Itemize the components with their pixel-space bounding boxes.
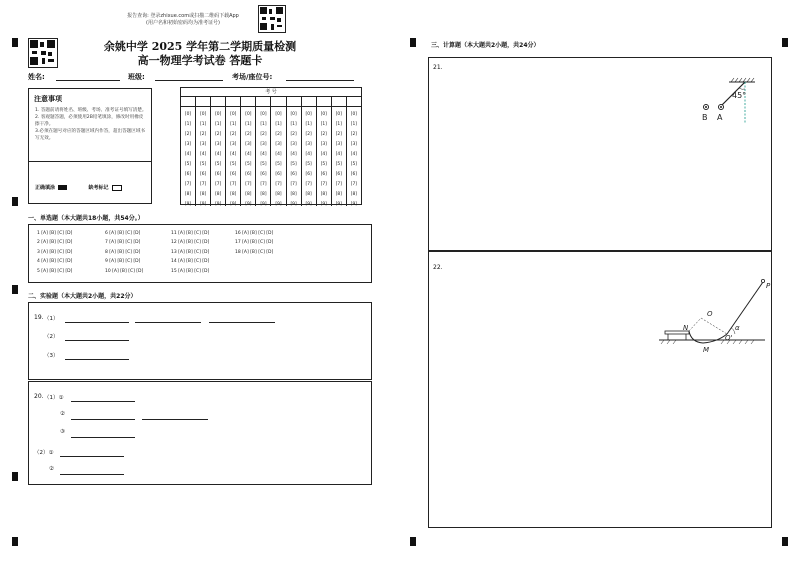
digit-bubble[interactable]: [6] bbox=[200, 172, 207, 177]
digit-bubble[interactable]: [4] bbox=[245, 152, 252, 157]
q20-answer-1-3[interactable] bbox=[71, 437, 135, 438]
q21-figure bbox=[697, 76, 761, 126]
digit-bubble[interactable]: [9] bbox=[230, 202, 237, 207]
mc-question-row[interactable]: 13 [A] [B] [C] [D] bbox=[171, 249, 210, 255]
digit-bubble[interactable]: [5] bbox=[215, 162, 222, 167]
exam-number-column bbox=[241, 107, 256, 206]
timing-mark bbox=[12, 285, 18, 294]
q20-part2-2: ② bbox=[49, 466, 54, 472]
digit-bubble[interactable]: [9] bbox=[200, 202, 207, 207]
digit-bubble[interactable]: [2] bbox=[335, 132, 342, 137]
room-seat-label: 考场/座位号: bbox=[232, 73, 273, 81]
digit-bubble[interactable]: [7] bbox=[350, 182, 358, 187]
mc-question-row[interactable]: 18 [A] [B] [C] [D] bbox=[235, 249, 274, 255]
exam-number-column bbox=[211, 107, 226, 206]
digit-bubble[interactable]: [4] bbox=[200, 152, 207, 157]
digit-bubble[interactable]: [2] bbox=[230, 132, 237, 137]
digit-bubble[interactable]: [4] bbox=[290, 152, 297, 157]
digit-bubble[interactable]: [5] bbox=[230, 162, 237, 167]
digit-bubble[interactable]: [5] bbox=[290, 162, 297, 167]
q22-label-alpha: α bbox=[735, 324, 740, 332]
digit-bubble[interactable]: [0] bbox=[230, 112, 237, 117]
q19-answer-1b[interactable] bbox=[135, 322, 201, 323]
digit-bubble[interactable]: [1] bbox=[320, 122, 327, 127]
digit-bubble[interactable]: [3] bbox=[305, 142, 312, 147]
digit-bubble[interactable]: [1] bbox=[290, 122, 297, 127]
digit-bubble[interactable]: [5] bbox=[350, 162, 358, 167]
q19-part2: （2） bbox=[44, 334, 59, 340]
mc-question-row[interactable]: 1 [A] [B] [C] [D] bbox=[37, 231, 73, 236]
digit-bubble[interactable]: [3] bbox=[320, 142, 327, 147]
q19-part3: （3） bbox=[44, 353, 59, 359]
notice-item: 1. 答题前请将姓名、班级、考场、准考证号填写清楚。 bbox=[35, 108, 147, 113]
digit-bubble[interactable]: [7] bbox=[335, 182, 342, 187]
digit-bubble[interactable]: [6] bbox=[230, 172, 237, 177]
digit-bubble[interactable]: [7] bbox=[200, 182, 207, 187]
name-field[interactable] bbox=[56, 80, 120, 81]
digit-bubble[interactable]: [7] bbox=[290, 182, 297, 187]
digit-bubble[interactable]: [7] bbox=[184, 182, 192, 187]
digit-bubble[interactable]: [4] bbox=[305, 152, 312, 157]
fill-example bbox=[35, 184, 155, 191]
digit-bubble[interactable]: [1] bbox=[230, 122, 237, 127]
q19-label: 19. bbox=[34, 314, 44, 321]
mc-question-row[interactable]: 11 [A] [B] [C] [D] bbox=[171, 231, 210, 236]
digit-bubble[interactable]: [9] bbox=[305, 202, 312, 207]
digit-bubble[interactable]: [2] bbox=[290, 132, 297, 137]
report-note-line2: (用户名和初始密码均为准考证号) bbox=[146, 19, 220, 26]
digit-bubble[interactable]: [8] bbox=[184, 192, 192, 197]
digit-bubble[interactable]: [7] bbox=[245, 182, 252, 187]
q21-label-b: B bbox=[702, 113, 708, 122]
digit-bubble[interactable]: [2] bbox=[320, 132, 327, 137]
digit-bubble[interactable]: [8] bbox=[350, 192, 358, 197]
digit-bubble[interactable]: [3] bbox=[200, 142, 207, 147]
digit-bubble[interactable]: [5] bbox=[305, 162, 312, 167]
digit-bubble[interactable]: [3] bbox=[184, 142, 192, 147]
q20-answer-2-1[interactable] bbox=[60, 456, 124, 457]
digit-bubble[interactable]: [8] bbox=[290, 192, 297, 197]
digit-bubble[interactable]: [2] bbox=[245, 132, 252, 137]
digit-bubble[interactable]: [1] bbox=[215, 122, 222, 127]
q22-box[interactable] bbox=[428, 251, 772, 528]
digit-bubble[interactable]: [8] bbox=[305, 192, 312, 197]
mc-question-row[interactable]: 7 [A] [B] [C] [D] bbox=[105, 240, 141, 246]
section2-title: 二、实验题（本大题共2小题，共22分） bbox=[28, 293, 137, 300]
q22-label-n: N bbox=[683, 324, 689, 332]
digit-bubble[interactable]: [9] bbox=[320, 202, 327, 207]
digit-bubble[interactable]: [5] bbox=[335, 162, 342, 167]
exam-subtitle: 高一物理学考试卷 答题卡 bbox=[137, 54, 263, 67]
exam-number-column bbox=[271, 107, 286, 206]
q19-answer-1c[interactable] bbox=[209, 322, 275, 323]
mc-question-row[interactable]: 12 [A] [B] [C] [D] bbox=[171, 240, 210, 246]
q19-answer-1a[interactable] bbox=[65, 322, 129, 323]
exam-number-column bbox=[181, 107, 196, 206]
mc-question-row[interactable]: 6 [A] [B] [C] [D] bbox=[105, 231, 141, 236]
digit-bubble[interactable]: [4] bbox=[260, 152, 267, 157]
exam-number-column bbox=[287, 107, 302, 206]
digit-bubble[interactable]: [0] bbox=[200, 112, 207, 117]
timing-mark bbox=[782, 38, 788, 47]
digit-bubble[interactable]: [3] bbox=[335, 142, 342, 147]
digit-bubble[interactable]: [6] bbox=[275, 172, 282, 177]
exam-number-column bbox=[332, 107, 347, 206]
exam-number-column bbox=[196, 107, 211, 206]
digit-bubble[interactable]: [4] bbox=[335, 152, 342, 157]
digit-bubble[interactable]: [5] bbox=[184, 162, 192, 167]
q19-answer-3[interactable] bbox=[65, 359, 129, 360]
digit-bubble[interactable]: [3] bbox=[245, 142, 252, 147]
q22-figure bbox=[655, 274, 773, 354]
q22-label-p: P bbox=[766, 282, 771, 290]
digit-bubble[interactable]: [6] bbox=[320, 172, 327, 177]
digit-bubble[interactable]: [3] bbox=[290, 142, 297, 147]
mc-question-row[interactable]: 8 [A] [B] [C] [D] bbox=[105, 249, 141, 255]
digit-bubble[interactable]: [6] bbox=[290, 172, 297, 177]
digit-bubble[interactable]: [0] bbox=[215, 112, 222, 117]
section1-title: 一、单选题（本大题共18小题，共54分。） bbox=[28, 215, 144, 222]
digit-bubble[interactable]: [8] bbox=[245, 192, 252, 197]
digit-bubble[interactable]: [5] bbox=[320, 162, 327, 167]
class-field[interactable] bbox=[155, 80, 223, 81]
digit-bubble[interactable]: [8] bbox=[215, 192, 222, 197]
digit-bubble[interactable]: [5] bbox=[245, 162, 252, 167]
timing-mark bbox=[12, 197, 18, 206]
digit-bubble[interactable]: [4] bbox=[350, 152, 358, 157]
q20-part1-3: ③ bbox=[60, 429, 65, 435]
q20-part1-1: （1）① bbox=[44, 395, 64, 401]
notice-box bbox=[28, 88, 152, 204]
digit-bubble[interactable]: [3] bbox=[215, 142, 222, 147]
class-label: 班级: bbox=[128, 73, 145, 81]
section1-box bbox=[28, 224, 372, 283]
digit-bubble[interactable]: [7] bbox=[215, 182, 222, 187]
digit-bubble[interactable]: [0] bbox=[260, 112, 267, 117]
exam-number-write-row[interactable] bbox=[181, 97, 361, 107]
digit-bubble[interactable]: [5] bbox=[275, 162, 282, 167]
notice-title: 注意事项 bbox=[34, 95, 62, 103]
exam-number-column bbox=[347, 107, 361, 206]
mc-question-row[interactable]: 14 [A] [B] [C] [D] bbox=[171, 259, 210, 265]
q22-label-m: M bbox=[703, 346, 710, 354]
digit-bubble[interactable]: [2] bbox=[184, 132, 192, 137]
digit-bubble[interactable]: [4] bbox=[184, 152, 192, 157]
digit-bubble[interactable]: [9] bbox=[215, 202, 222, 207]
digit-bubble[interactable]: [4] bbox=[275, 152, 282, 157]
digit-bubble[interactable]: [1] bbox=[335, 122, 342, 127]
report-note bbox=[118, 13, 248, 26]
q21-box[interactable] bbox=[428, 57, 772, 251]
digit-bubble[interactable]: [0] bbox=[320, 112, 327, 117]
mc-question-row[interactable]: 17 [A] [B] [C] [D] bbox=[235, 240, 274, 246]
digit-bubble[interactable]: [6] bbox=[184, 172, 192, 177]
exam-number-column bbox=[256, 107, 271, 206]
q19-answer-2[interactable] bbox=[65, 340, 129, 341]
digit-bubble[interactable]: [2] bbox=[275, 132, 282, 137]
timing-mark bbox=[12, 537, 18, 546]
timing-mark bbox=[410, 537, 416, 546]
digit-bubble[interactable]: [3] bbox=[275, 142, 282, 147]
digit-bubble[interactable]: [6] bbox=[305, 172, 312, 177]
digit-bubble[interactable]: [6] bbox=[260, 172, 267, 177]
mc-question-row[interactable]: 10 [A] [B] [C] [D] bbox=[105, 268, 144, 274]
digit-bubble[interactable]: [9] bbox=[245, 202, 252, 207]
exam-title: 余姚中学 2025 学年第二学期质量检测 bbox=[103, 40, 297, 53]
app-qr-code bbox=[258, 5, 286, 33]
absent-mark-box[interactable] bbox=[112, 185, 122, 191]
timing-mark bbox=[410, 38, 416, 47]
digit-bubble[interactable]: [4] bbox=[230, 152, 237, 157]
filled-swatch bbox=[58, 185, 67, 190]
digit-bubble[interactable]: [8] bbox=[260, 192, 267, 197]
exam-number-grid bbox=[180, 87, 362, 205]
digit-bubble[interactable]: [3] bbox=[350, 142, 358, 147]
digit-bubble[interactable]: [8] bbox=[275, 192, 282, 197]
digit-bubble[interactable]: [1] bbox=[260, 122, 267, 127]
q20-answer-2-2[interactable] bbox=[60, 474, 124, 475]
digit-bubble[interactable]: [4] bbox=[215, 152, 222, 157]
q19-box bbox=[28, 302, 372, 380]
q20-answer-1-2b[interactable] bbox=[142, 419, 208, 420]
digit-bubble[interactable]: [5] bbox=[200, 162, 207, 167]
digit-bubble[interactable]: [0] bbox=[245, 112, 252, 117]
digit-bubble[interactable]: [1] bbox=[350, 122, 358, 127]
digit-bubble[interactable]: [0] bbox=[305, 112, 312, 117]
digit-bubble[interactable]: [9] bbox=[260, 202, 267, 207]
digit-bubble[interactable]: [7] bbox=[320, 182, 327, 187]
q22-label-o-prime: O' bbox=[725, 334, 733, 342]
q22-label: 22. bbox=[433, 264, 443, 271]
digit-bubble[interactable]: [5] bbox=[260, 162, 267, 167]
q20-box bbox=[28, 381, 372, 485]
fill-correct-label: 正确填涂 bbox=[35, 185, 56, 191]
q20-part2-1: （2）① bbox=[34, 450, 54, 456]
digit-bubble[interactable]: [1] bbox=[184, 122, 192, 127]
digit-bubble[interactable]: [7] bbox=[275, 182, 282, 187]
exam-number-column bbox=[302, 107, 317, 206]
digit-bubble[interactable]: [1] bbox=[245, 122, 252, 127]
mc-question-row[interactable]: 4 [A] [B] [C] [D] bbox=[37, 259, 73, 265]
q20-part1-2: ② bbox=[60, 411, 65, 417]
mc-question-row[interactable]: 2 [A] [B] [C] [D] bbox=[37, 240, 73, 246]
digit-bubble[interactable]: [0] bbox=[290, 112, 297, 117]
digit-bubble[interactable]: [2] bbox=[350, 132, 358, 137]
digit-bubble[interactable]: [1] bbox=[200, 122, 207, 127]
timing-mark bbox=[782, 537, 788, 546]
digit-bubble[interactable]: [7] bbox=[305, 182, 312, 187]
q20-label: 20. bbox=[34, 393, 44, 400]
notice-item: 3.必须在题号对应的答题区域内作答，超出答题区域书写无效。 bbox=[35, 129, 146, 141]
digit-bubble[interactable]: [3] bbox=[230, 142, 237, 147]
q19-part1: （1） bbox=[44, 316, 59, 322]
name-label: 姓名: bbox=[28, 73, 45, 81]
digit-bubble[interactable]: [6] bbox=[350, 172, 358, 177]
q21-label: 21. bbox=[433, 64, 443, 71]
mc-question-row[interactable]: 5 [A] [B] [C] [D] bbox=[37, 268, 73, 274]
digit-bubble[interactable]: [9] bbox=[350, 202, 358, 207]
mc-question-row[interactable]: 3 [A] [B] [C] [D] bbox=[37, 249, 73, 255]
digit-bubble[interactable]: [0] bbox=[350, 112, 358, 117]
room-seat-field[interactable] bbox=[286, 80, 354, 81]
q20-answer-1-1[interactable] bbox=[71, 401, 135, 402]
digit-bubble[interactable]: [6] bbox=[335, 172, 342, 177]
digit-bubble[interactable]: [2] bbox=[200, 132, 207, 137]
digit-bubble[interactable]: [9] bbox=[275, 202, 282, 207]
digit-bubble[interactable]: [8] bbox=[320, 192, 327, 197]
digit-bubble[interactable]: [3] bbox=[260, 142, 267, 147]
section3-title: 三、计算题（本大题共2小题，共24分） bbox=[431, 42, 540, 49]
fill-missing-label: 缺考标记 bbox=[88, 185, 109, 191]
digit-bubble[interactable]: [2] bbox=[260, 132, 267, 137]
digit-bubble[interactable]: [0] bbox=[184, 112, 192, 117]
mc-question-row[interactable]: 16 [A] [B] [C] [D] bbox=[235, 231, 274, 236]
digit-bubble[interactable]: [2] bbox=[305, 132, 312, 137]
digit-bubble[interactable]: [1] bbox=[305, 122, 312, 127]
digit-bubble[interactable]: [7] bbox=[230, 182, 237, 187]
digit-bubble[interactable]: [8] bbox=[200, 192, 207, 197]
q21-angle-label: 45° bbox=[732, 91, 747, 100]
digit-bubble[interactable]: [6] bbox=[215, 172, 222, 177]
digit-bubble[interactable]: [9] bbox=[290, 202, 297, 207]
timing-mark bbox=[12, 472, 18, 481]
notice-item: 2. 客观题答题，必须使用2B铅笔填涂，修改时用橡皮擦干净。 bbox=[35, 115, 144, 127]
digit-bubble[interactable]: [4] bbox=[320, 152, 327, 157]
mc-question-row[interactable]: 9 [A] [B] [C] [D] bbox=[105, 259, 141, 265]
report-note-line1: 报告查询: 登录zhixue.com或扫描二维码下载App bbox=[127, 13, 239, 19]
exam-number-column bbox=[317, 107, 332, 206]
digit-bubble[interactable]: [6] bbox=[245, 172, 252, 177]
exam-number-title: 考 号 bbox=[181, 88, 361, 97]
digit-bubble[interactable]: [9] bbox=[184, 202, 192, 207]
digit-bubble[interactable]: [0] bbox=[275, 112, 282, 117]
digit-bubble[interactable]: [8] bbox=[230, 192, 237, 197]
digit-bubble[interactable]: [9] bbox=[335, 202, 342, 207]
q22-label-o: O bbox=[707, 310, 713, 318]
digit-bubble[interactable]: [1] bbox=[275, 122, 282, 127]
mc-question-row[interactable]: 15 [A] [B] [C] [D] bbox=[171, 268, 210, 274]
exam-number-column bbox=[226, 107, 241, 206]
digit-bubble[interactable]: [2] bbox=[215, 132, 222, 137]
q21-label-a: A bbox=[717, 113, 723, 122]
digit-bubble[interactable]: [7] bbox=[260, 182, 267, 187]
digit-bubble[interactable]: [0] bbox=[335, 112, 342, 117]
digit-bubble[interactable]: [8] bbox=[335, 192, 342, 197]
q20-answer-1-2a[interactable] bbox=[71, 419, 135, 420]
